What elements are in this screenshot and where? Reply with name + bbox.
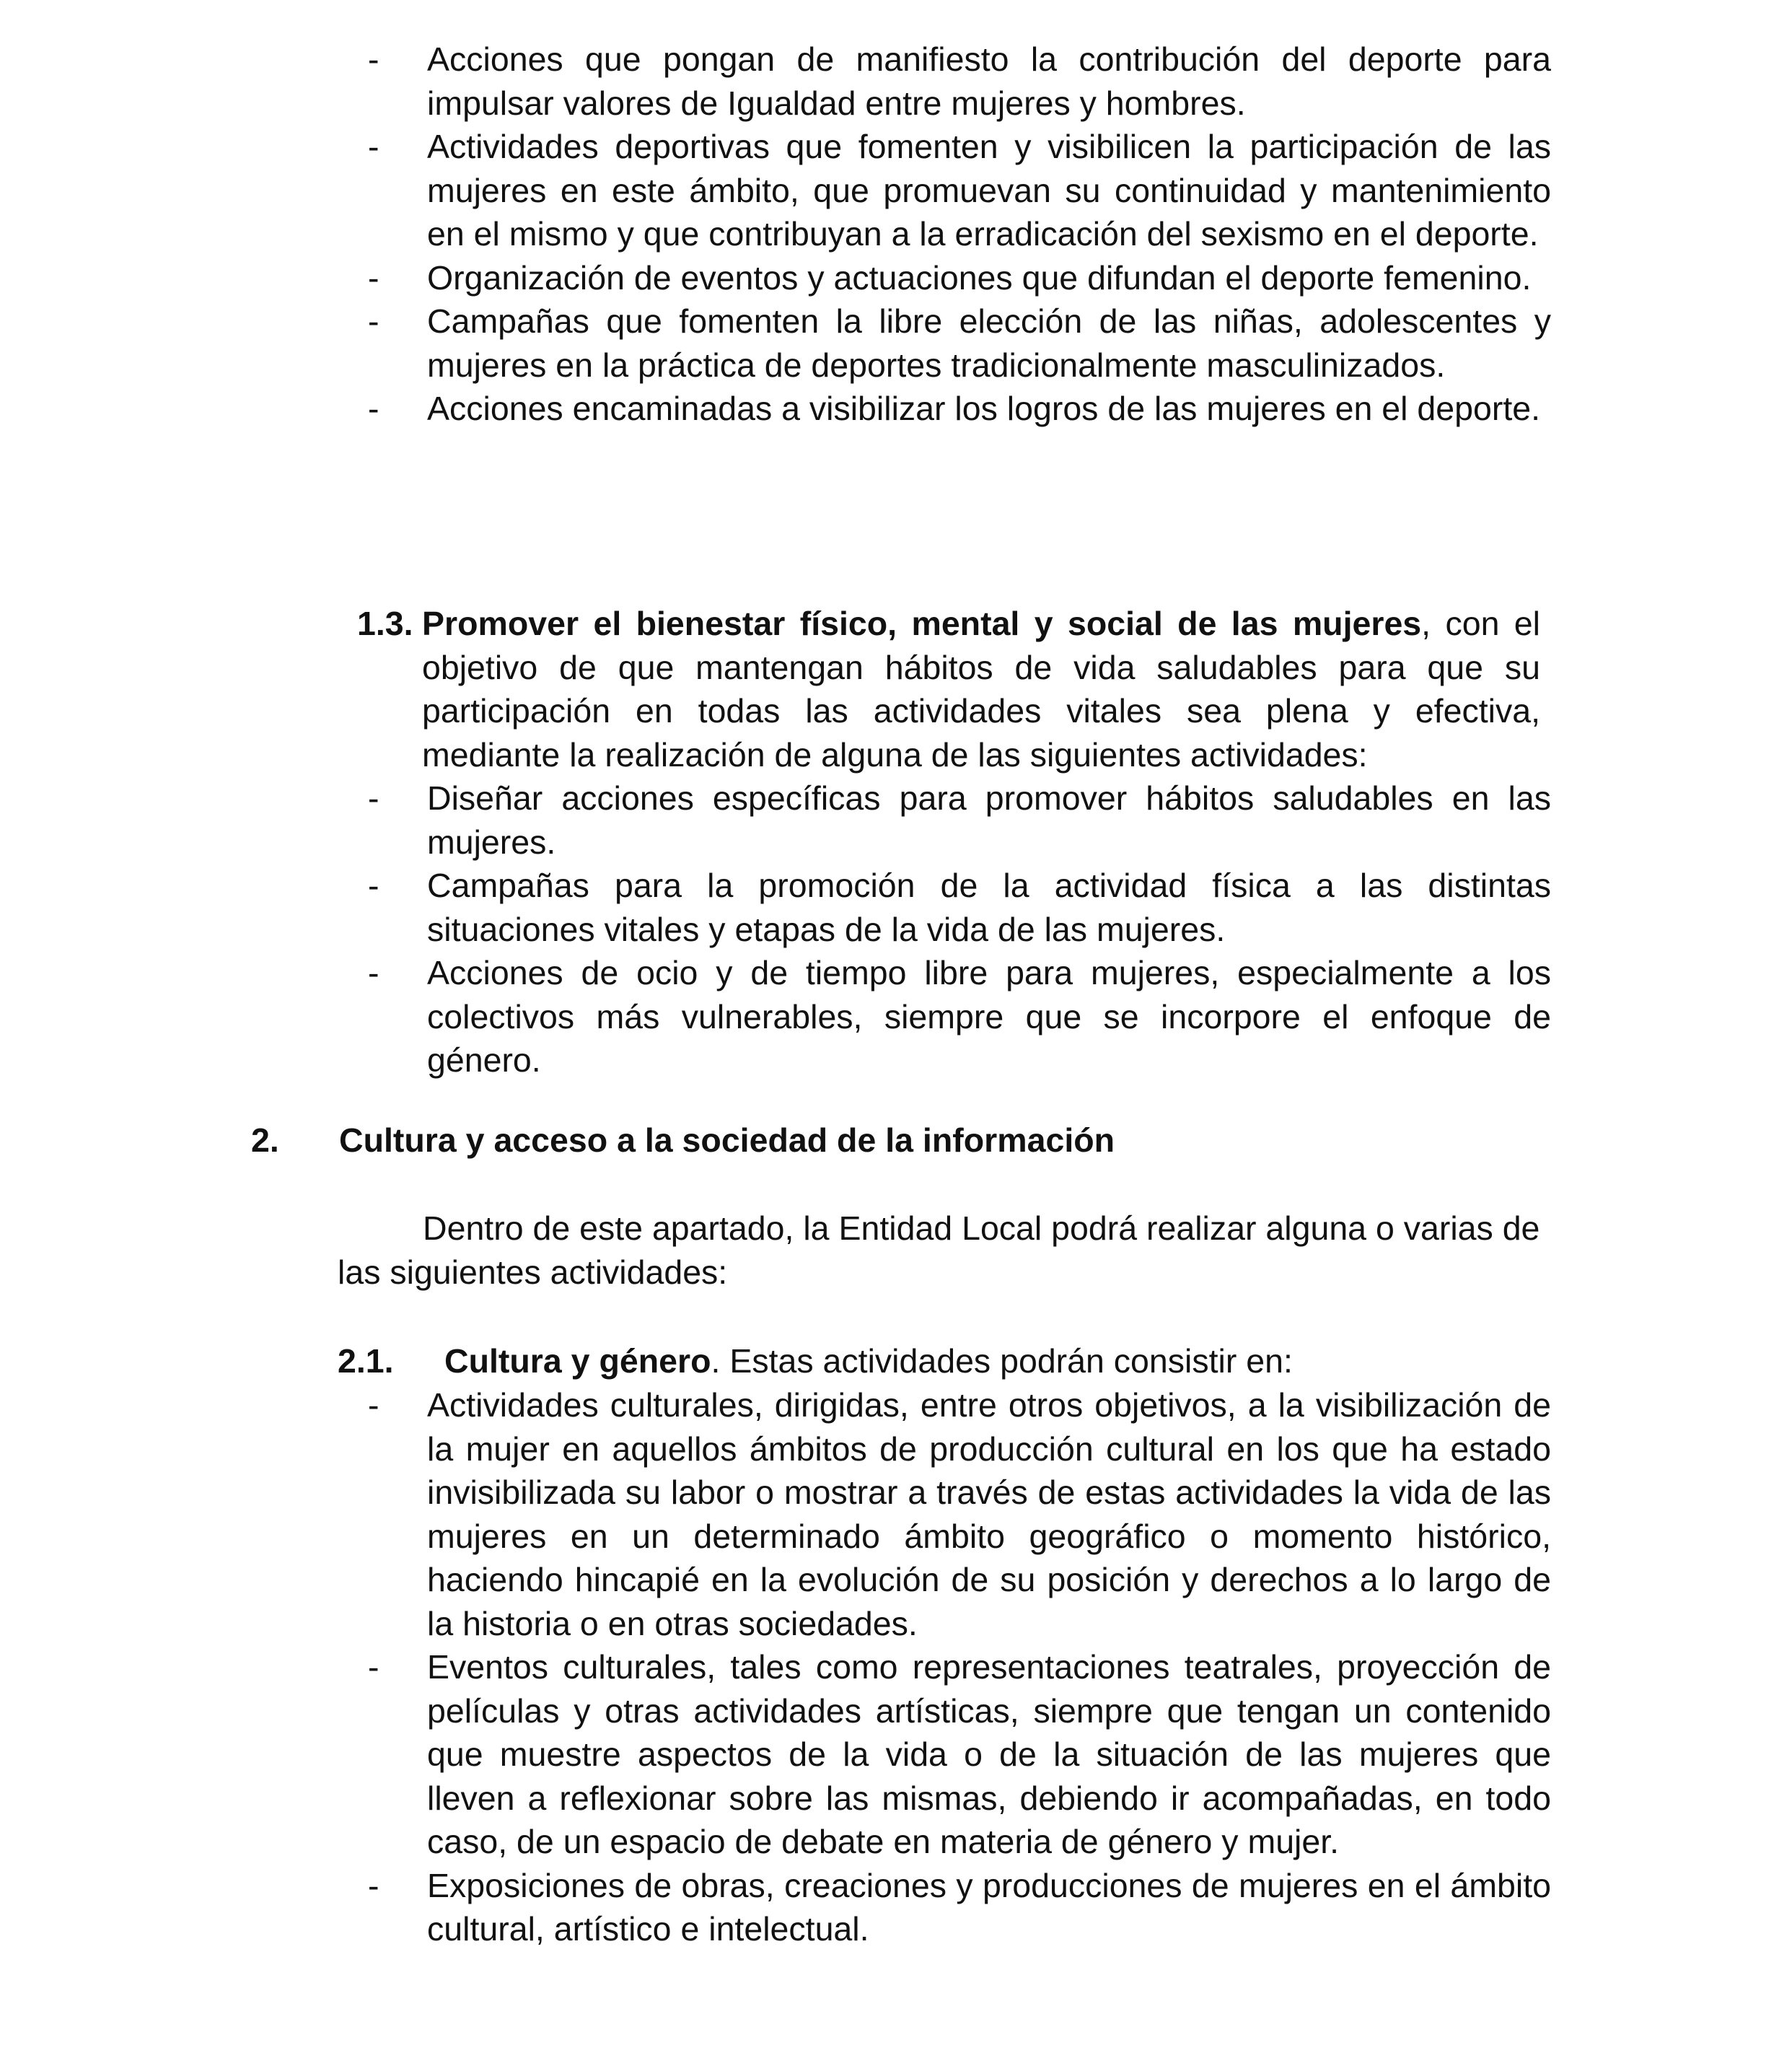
list-item [368, 256, 1551, 300]
dash-bullet: - [368, 867, 379, 904]
list-item [368, 1864, 1551, 1951]
dash-bullet: - [368, 302, 379, 340]
list-item [368, 38, 1551, 125]
subsection-title: Promover el bienestar físico, mental y social de las mujeres [422, 605, 1422, 642]
list-item-text: Actividades deportivas que fomenten y visibilicen la participación de las mujeres en este ámbito, que promuevan su continuidad y mantenimiento en el mismo y que contribuyan a la erradicación del sexismo en el deporte. [427, 128, 1551, 253]
dash-bullet: - [368, 390, 379, 427]
subsection-2-1-bullet-list [368, 1383, 1551, 1951]
subsection-2-1-heading [338, 1339, 1550, 1383]
list-item [368, 776, 1551, 864]
subsection-text: , con el objetivo de que mantengan hábitos de vida saludables para que su participación en todas las actividades vitales sea plena y efectiva, mediante la realización de alguna de las siguientes actividades: [422, 605, 1541, 774]
dash-bullet: - [368, 258, 379, 297]
list-item [368, 1645, 1551, 1864]
section-heading [251, 1118, 1550, 1162]
subsection-1-3 [357, 602, 1540, 776]
dash-bullet: - [368, 1386, 379, 1424]
section-intro-paragraph: Dentro de este apartado, la Entidad Local podrá realizar alguna o varias de las siguientes actividades: [338, 1209, 1540, 1291]
subsection-number: 2.1. [338, 1342, 394, 1380]
dash-bullet: - [368, 779, 379, 817]
section-title: Cultura y acceso a la sociedad de la información [339, 1121, 1115, 1159]
subsection-text: . Estas actividades podrán consistir en: [711, 1342, 1293, 1380]
list-item [368, 1383, 1551, 1645]
dash-bullet: - [368, 40, 379, 78]
list-item [368, 125, 1551, 256]
list-item [368, 951, 1551, 1082]
list-item [368, 864, 1551, 951]
subsection-number: 1.3. [357, 605, 413, 642]
top-bullet-list [368, 38, 1551, 431]
section-number: 2. [251, 1121, 279, 1159]
list-item-text: Diseñar acciones específicas para promover hábitos saludables en las mujeres. [427, 779, 1551, 861]
list-item-text: Eventos culturales, tales como representaciones teatrales, proyección de películas y otras actividades artísticas, siempre que tengan un contenido que muestre aspectos de la vida o de la situación de las mujeres que lleven a reflexionar sobre las mismas, debiendo ir acompañadas, en todo caso, de un espacio de debate en materia de género y mujer. [427, 1648, 1551, 1860]
list-item-text: Campañas que fomenten la libre elección de las niñas, adolescentes y mujeres en la práctica de deportes tradicionalmente masculinizados. [427, 302, 1551, 384]
list-item-text: Acciones de ocio y de tiempo libre para mujeres, especialmente a los colectivos más vulnerables, siempre que se incorpore el enfoque de género. [427, 954, 1551, 1079]
dash-bullet: - [368, 1648, 379, 1686]
dash-bullet: - [368, 954, 379, 991]
list-item-text: Exposiciones de obras, creaciones y producciones de mujeres en el ámbito cultural, artístico e intelectual. [427, 1866, 1551, 1948]
list-item-text: Actividades culturales, dirigidas, entre otros objetivos, a la visibilización de la mujer en aquellos ámbitos de producción cultural en los que ha estado invisibilizada su labor o mostrar a través de estas actividades la vida de las mujeres en un determinado ámbito geográfico o momento histórico, haciendo hincapié en la evolución de su posición y derechos a lo largo de la historia o en otras sociedades. [427, 1386, 1551, 1642]
subsection-1-3-bullet-list [368, 776, 1551, 1082]
dash-bullet: - [368, 1866, 379, 1904]
list-item-text: Organización de eventos y actuaciones que difundan el deporte femenino. [427, 258, 1532, 297]
subsection-heading-paragraph [357, 602, 1540, 776]
list-item [368, 387, 1551, 431]
list-item-text: Acciones encaminadas a visibilizar los logros de las mujeres en el deporte. [427, 390, 1541, 427]
list-item [368, 299, 1551, 387]
list-item-text: Acciones que pongan de manifiesto la contribución del deporte para impulsar valores de Igualdad entre mujeres y hombres. [427, 40, 1551, 122]
dash-bullet: - [368, 128, 379, 165]
list-item-text: Campañas para la promoción de la actividad física a las distintas situaciones vitales y etapas de la vida de las mujeres. [427, 867, 1551, 948]
subsection-title: Cultura y género [444, 1342, 711, 1380]
